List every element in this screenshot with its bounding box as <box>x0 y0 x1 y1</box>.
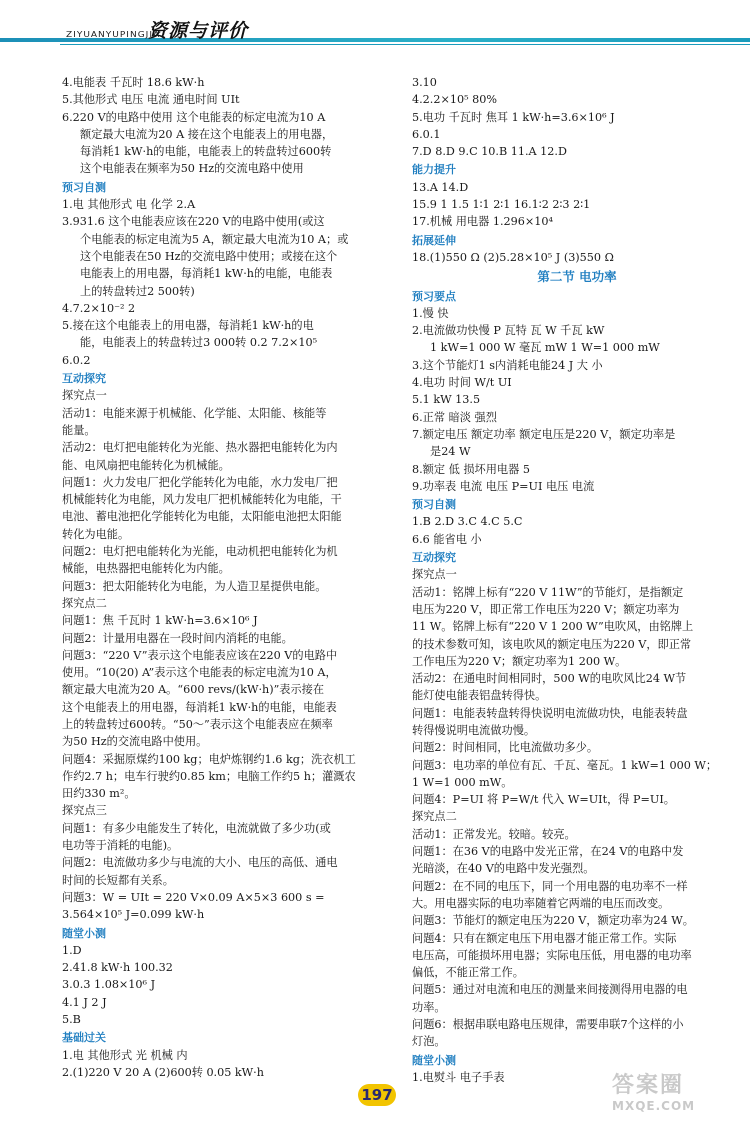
answer-line: 转化为电能。 <box>62 527 130 541</box>
answer-line: 1.电 其他形式 光 机械 内 <box>62 1048 188 1062</box>
answer-line: 3.0.3 1.08×10⁶ J <box>62 978 156 992</box>
answer-line: 大。用电器实际的电功率随着它两端的电压而改变。 <box>412 896 670 910</box>
answer-line: 1 W=1 000 mW。 <box>412 775 513 789</box>
watermark <box>612 1068 747 1122</box>
answer-line: 的技术参数可知，该电吹风的额定电压为220 V，即正常 <box>412 637 692 651</box>
answer-line: 问题5：通过对电流和电压的测量来间接测得用电器的电 <box>412 983 688 997</box>
answer-line: 活动2：电灯把电能转化为光能、热水器把电能转化为内 <box>62 441 338 455</box>
answer-line: 问题3：节能灯的额定电压为220 V，额定功率为24 W。 <box>412 914 694 928</box>
answer-line: 6.6 能省电 小 <box>412 532 482 546</box>
answer-line: 3.564×10⁵ J=0.099 kW·h <box>62 908 205 922</box>
answer-line: 探究点一 <box>412 568 457 582</box>
answer-line: 1 kW=1 000 W 毫瓦 mW 1 W=1 000 mW <box>430 341 660 355</box>
answer-line: 11 W。铭牌上标有“220 V 1 200 W”电吹风，由铭牌上 <box>412 620 694 634</box>
watermark-url: MXQE.COM <box>612 1099 696 1113</box>
answer-line: 17.机械 用电器 1.296×10⁴ <box>412 215 553 229</box>
answer-line: 能，电能表上的转盘转过3 000转 0.2 7.2×10⁵ <box>80 336 318 350</box>
answer-line: 械能，电热器把电能转化为内能。 <box>62 562 230 576</box>
answer-line: 1.B 2.D 3.C 4.C 5.C <box>412 515 523 529</box>
header-rule <box>60 44 750 45</box>
answer-line: 15.9 1 1.5 1∶1 2∶1 16.1∶2 2∶3 2∶1 <box>412 198 591 212</box>
answer-line: 问题1：火力发电厂把化学能转化为电能，水力发电厂把 <box>62 475 338 489</box>
answer-line: 作约2.7 h；电车行驶约0.85 km；电脑工作约5 h；灌溉农 <box>62 769 356 783</box>
answer-line: 活动1：铭牌上标有“220 V 11W”的节能灯，是指额定 <box>412 585 684 599</box>
header-logo-text: ZIYUANYUPINGJIA <box>66 30 161 40</box>
answer-line: 工作电压为220 V；额定功率为1 200 W。 <box>412 654 627 668</box>
answer-line: 9.功率表 电流 电压 P=UI 电压 电流 <box>412 479 595 493</box>
answer-line: 问题6：根据串联电路电压规律，需要串联7个这样的小 <box>412 1018 684 1032</box>
answer-line: 2.(1)220 V 20 A (2)600转 0.05 kW·h <box>62 1065 264 1079</box>
answer-line: 电功等于消耗的电能)。 <box>62 839 179 853</box>
right-column <box>412 74 742 1086</box>
answer-line: 这个电能表上的用电器，每消耗1 kW·h的电能，电能表 <box>62 700 337 714</box>
answer-line: 能、电风扇把电能转化为机械能。 <box>62 458 230 472</box>
answer-line: 光暗淡，在40 V的电路中发光强烈。 <box>412 862 595 876</box>
answer-line: 探究点三 <box>62 804 107 818</box>
section-heading: 预习自测 <box>412 498 456 512</box>
answer-line: 活动2：在通电时间相同时，500 W的电吹风比24 W节 <box>412 672 687 686</box>
answer-line: 上的转盘转过2 500转) <box>80 284 195 298</box>
answer-line: 活动1：电能来源于机械能、化学能、太阳能、核能等 <box>62 406 327 420</box>
answer-line: 1.电熨斗 电子手表 <box>412 1070 505 1084</box>
answer-line: 4.2.2×10⁵ 80% <box>412 93 497 107</box>
section-heading: 拓展延伸 <box>412 233 456 247</box>
answer-line: 1.电 其他形式 电 化学 2.A <box>62 198 196 212</box>
answer-line: 8.额定 低 损坏用电器 5 <box>412 462 530 476</box>
answer-line: 7.D 8.D 9.C 10.B 11.A 12.D <box>412 145 567 159</box>
page-header <box>0 0 750 70</box>
answer-line: 转得慢说明电流做功慢。 <box>412 723 536 737</box>
answer-line: 6.0.2 <box>62 353 91 367</box>
answer-line: 2.41.8 kW·h 100.32 <box>62 961 173 975</box>
answer-line: 1.D <box>62 943 82 957</box>
answer-line: 3.931.6 这个电能表应该在220 V的电路中使用(或这 <box>62 215 325 229</box>
answer-line: 18.(1)550 Ω (2)5.28×10⁵ J (3)550 Ω <box>412 250 614 264</box>
answer-line: 问题1：焦 千瓦时 1 kW·h=3.6×10⁶ J <box>62 614 258 628</box>
answer-line: 问题3：W = UIt = 220 V×0.09 A×5×3 600 s = <box>62 890 325 904</box>
answer-line: 5.1 kW 13.5 <box>412 393 481 407</box>
answer-line: 灯泡。 <box>412 1035 446 1049</box>
answer-line: 这个电能表在频率为50 Hz的交流电路中使用 <box>80 162 304 176</box>
answer-line: 问题3：电功率的单位有瓦、千瓦、毫瓦。1 kW=1 000 W； <box>412 758 718 772</box>
answer-line: 偏低，不能正常工作。 <box>412 966 524 980</box>
answer-line: 电压高，可能损坏用电器；实际电压低，用电器的电功率 <box>412 948 692 962</box>
answer-line: 额定最大电流为20 A 接在这个电能表上的用电器， <box>80 127 334 141</box>
answer-line: 电池、蓄电池把化学能转化为电能，太阳能电池把太阳能 <box>62 510 342 524</box>
section-heading: 预习自测 <box>62 180 106 194</box>
answer-line: 电能表上的用电器，每消耗1 kW·h的电能，电能表 <box>80 267 333 281</box>
answer-line: 2.电流做功快慢 P 瓦特 瓦 W 千瓦 kW <box>412 324 605 338</box>
answer-line: 13.A 14.D <box>412 180 469 194</box>
answer-line: 是24 W <box>430 445 471 459</box>
answer-line: 问题4：P=UI 将 P=W/t 代入 W=UIt，得 P=UI。 <box>412 793 675 807</box>
answer-line: 5.接在这个电能表上的用电器，每消耗1 kW·h的电 <box>62 319 314 333</box>
answer-line: 6.0.1 <box>412 127 441 141</box>
answer-line: 能量。 <box>62 423 96 437</box>
answer-line: 1.慢 快 <box>412 306 449 320</box>
answer-line: 机械能转化为电能，风力发电厂把机械能转化为电能，干 <box>62 493 342 507</box>
answer-line: 4.电功 时间 W/t UI <box>412 376 512 390</box>
answer-line: 3.这个节能灯1 s内消耗电能24 J 大 小 <box>412 358 603 372</box>
answer-line: 使用。“10(20) A”表示这个电能表的标定电流为10 A， <box>62 666 337 680</box>
answer-line: 问题1：电能表转盘转得快说明电流做功快，电能表转盘 <box>412 706 688 720</box>
answer-line: 这个电能表在50 Hz的交流电路中使用；或接在这个 <box>80 249 338 263</box>
section-heading: 能力提升 <box>412 163 456 177</box>
page-number: 197 <box>361 1086 393 1104</box>
section-heading: 基础过关 <box>62 1031 106 1045</box>
answer-line: 7.额定电压 额定功率 额定电压是220 V，额定功率是 <box>412 427 676 441</box>
section-heading: 随堂小测 <box>412 1053 456 1067</box>
answer-line: 电压为220 V，即正常工作电压为220 V；额定功率为 <box>412 602 680 616</box>
section-heading: 互动探究 <box>62 372 106 386</box>
answer-line: 6.正常 暗淡 强烈 <box>412 410 497 424</box>
chapter-title: 第二节 电功率 <box>537 269 617 285</box>
section-heading: 预习要点 <box>412 289 456 303</box>
answer-line: 问题2：计量用电器在一段时间内消耗的电能。 <box>62 631 293 645</box>
answer-line: 问题1：有多少电能发生了转化，电流就做了多少功(或 <box>62 821 331 835</box>
answer-line: 探究点二 <box>412 810 457 824</box>
answer-line: 5.其他形式 电压 电流 通电时间 UIt <box>62 93 240 107</box>
answer-line: 时间的长短都有关系。 <box>62 873 174 887</box>
answer-line: 5.电功 千瓦时 焦耳 1 kW·h=3.6×10⁶ J <box>412 110 615 124</box>
answer-line: 功率。 <box>412 1000 446 1014</box>
answer-line: 问题2：电灯把电能转化为光能，电动机把电能转化为机 <box>62 545 338 559</box>
answer-line: 5.B <box>62 1013 81 1027</box>
answer-line: 问题4：采掘原煤约100 kg；电炉炼钢约1.6 kg；洗衣机工 <box>62 752 356 766</box>
answer-line: 问题2：电流做功多少与电流的大小、电压的高低、通电 <box>62 856 338 870</box>
answer-line: 探究点二 <box>62 596 107 610</box>
answer-line: 6.220 V的电路中使用 这个电能表的标定电流为10 A <box>62 110 326 124</box>
answer-line: 4.7.2×10⁻² 2 <box>62 301 136 315</box>
answer-line: 问题4：只有在额定电压下用电器才能正常工作。实际 <box>412 931 677 945</box>
answer-line: 为50 Hz的交流电路中使用。 <box>62 735 208 749</box>
answer-line: 问题3：“220 V”表示这个电能表应该在220 V的电路中 <box>62 648 338 662</box>
answer-line: 活动1：正常发光。较暗。较亮。 <box>412 827 576 841</box>
left-column <box>62 74 398 1081</box>
answer-line: 个电能表的标定电流为5 A，额定最大电流为10 A；或 <box>80 232 349 246</box>
answer-line: 问题2：时间相同，比电流做功多少。 <box>412 741 599 755</box>
watermark-logo-text: 答案圈 <box>612 1073 685 1098</box>
answer-line: 能灯使电能表铝盘转得快。 <box>412 689 547 703</box>
header-title: 资源与评价 <box>148 20 249 42</box>
answer-line: 4.1 J 2 J <box>62 995 107 1009</box>
answer-line: 探究点一 <box>62 389 107 403</box>
answer-line: 问题3：把太阳能转化为电能，为人造卫星提供电能。 <box>62 579 327 593</box>
answer-line: 4.电能表 千瓦时 18.6 kW·h <box>62 76 205 89</box>
answer-line: 问题2：在不同的电压下，同一个用电器的电功率不一样 <box>412 879 688 893</box>
answer-line: 每消耗1 kW·h的电能，电能表上的转盘转过600转 <box>80 145 332 159</box>
answer-line: 田约330 m²。 <box>62 787 136 801</box>
answer-line: 额定最大电流为20 A。“600 revs/(kW·h)”表示接在 <box>62 683 325 697</box>
answer-line: 3.10 <box>412 76 437 89</box>
answer-line: 问题1：在36 V的电路中发光正常，在24 V的电路中发 <box>412 845 684 859</box>
section-heading: 互动探究 <box>412 551 456 565</box>
section-heading: 随堂小测 <box>62 926 106 940</box>
answer-line: 上的转盘转过600转。“50～”表示这个电能表应在频率 <box>62 717 333 731</box>
